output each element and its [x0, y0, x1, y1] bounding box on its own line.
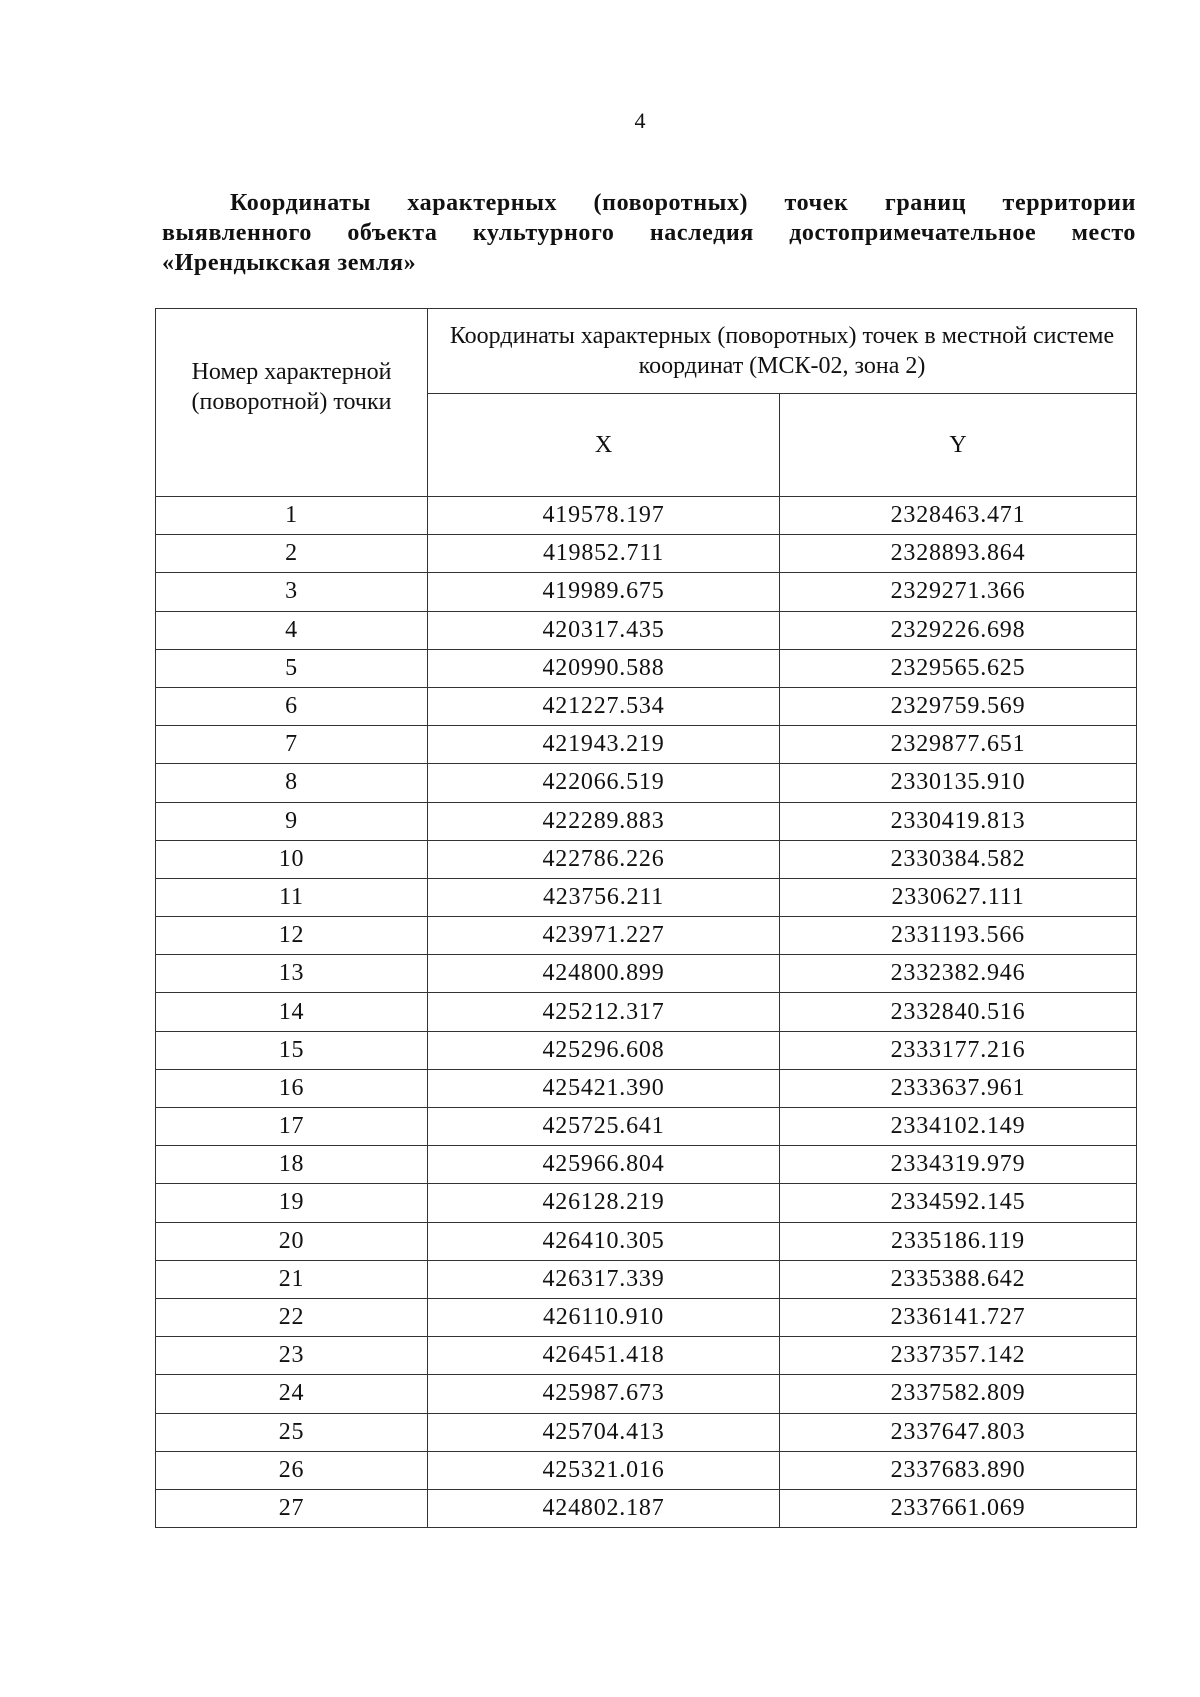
point-number-cell: 14 [156, 993, 428, 1031]
point-number-cell: 22 [156, 1298, 428, 1336]
y-coordinate-cell: 2332382.946 [780, 955, 1137, 993]
point-number-cell: 9 [156, 802, 428, 840]
point-number-cell: 21 [156, 1260, 428, 1298]
table-row [156, 955, 1137, 993]
x-coordinate-cell: 425321.016 [428, 1451, 780, 1489]
x-coordinate-cell: 422289.883 [428, 802, 780, 840]
y-coordinate-cell: 2329271.366 [780, 573, 1137, 611]
x-coordinate-cell: 425212.317 [428, 993, 780, 1031]
x-coordinate-cell: 422786.226 [428, 840, 780, 878]
point-number-cell: 2 [156, 535, 428, 573]
x-coordinate-cell: 424802.187 [428, 1489, 780, 1527]
x-coordinate-cell: 425725.641 [428, 1108, 780, 1146]
table-row [156, 497, 1137, 535]
point-number-cell: 23 [156, 1337, 428, 1375]
x-coordinate-cell: 419989.675 [428, 573, 780, 611]
table-row [156, 1489, 1137, 1527]
table-row [156, 649, 1137, 687]
x-coordinate-cell: 425987.673 [428, 1375, 780, 1413]
table-row [156, 878, 1137, 916]
table-row [156, 1108, 1137, 1146]
table-row [156, 917, 1137, 955]
x-coordinate-cell: 426451.418 [428, 1337, 780, 1375]
table-row [156, 1184, 1137, 1222]
table-row [156, 840, 1137, 878]
point-number-cell: 24 [156, 1375, 428, 1413]
x-coordinate-cell: 425421.390 [428, 1069, 780, 1107]
point-number-cell: 27 [156, 1489, 428, 1527]
table-row [156, 1146, 1137, 1184]
point-number-cell: 13 [156, 955, 428, 993]
table-row [156, 993, 1137, 1031]
x-coordinate-cell: 423971.227 [428, 917, 780, 955]
x-coordinate-cell: 419578.197 [428, 497, 780, 535]
x-coordinate-cell: 420990.588 [428, 649, 780, 687]
point-number-cell: 25 [156, 1413, 428, 1451]
x-coordinate-cell: 425296.608 [428, 1031, 780, 1069]
y-coordinate-cell: 2335186.119 [780, 1222, 1137, 1260]
header-point-number: Номер характерной (поворотной) точки [156, 309, 428, 497]
x-coordinate-cell: 419852.711 [428, 535, 780, 573]
point-number-cell: 10 [156, 840, 428, 878]
point-number-cell: 7 [156, 726, 428, 764]
point-number-cell: 11 [156, 878, 428, 916]
y-coordinate-cell: 2335388.642 [780, 1260, 1137, 1298]
y-coordinate-cell: 2336141.727 [780, 1298, 1137, 1336]
header-coordinates: Координаты характерных (поворотных) точек в местной системе координат (МСК-02, зона 2) [428, 309, 1137, 394]
x-coordinate-cell: 424800.899 [428, 955, 780, 993]
y-coordinate-cell: 2329565.625 [780, 649, 1137, 687]
table-row [156, 687, 1137, 725]
x-coordinate-cell: 420317.435 [428, 611, 780, 649]
point-number-cell: 12 [156, 917, 428, 955]
y-coordinate-cell: 2329226.698 [780, 611, 1137, 649]
table-row [156, 1298, 1137, 1336]
x-coordinate-cell: 425966.804 [428, 1146, 780, 1184]
y-coordinate-cell: 2330419.813 [780, 802, 1137, 840]
table-row [156, 1069, 1137, 1107]
table-row [156, 1337, 1137, 1375]
y-coordinate-cell: 2337357.142 [780, 1337, 1137, 1375]
y-coordinate-cell: 2332840.516 [780, 993, 1137, 1031]
point-number-cell: 4 [156, 611, 428, 649]
x-coordinate-cell: 422066.519 [428, 764, 780, 802]
table-row [156, 1031, 1137, 1069]
coordinates-table [155, 308, 1137, 1528]
point-number-cell: 17 [156, 1108, 428, 1146]
point-number-cell: 16 [156, 1069, 428, 1107]
table-row [156, 802, 1137, 840]
y-coordinate-cell: 2330627.111 [780, 878, 1137, 916]
y-coordinate-cell: 2337647.803 [780, 1413, 1137, 1451]
table-row [156, 1413, 1137, 1451]
point-number-cell: 3 [156, 573, 428, 611]
y-coordinate-cell: 2337661.069 [780, 1489, 1137, 1527]
table-row [156, 1451, 1137, 1489]
x-coordinate-cell: 426317.339 [428, 1260, 780, 1298]
point-number-cell: 1 [156, 497, 428, 535]
table-row [156, 1222, 1137, 1260]
y-coordinate-cell: 2328463.471 [780, 497, 1137, 535]
document-title: Координаты характерных (поворотных) точек границ территории выявленного объекта культурного наследия достопримечательное место «Ирендыкская земля» [162, 190, 1136, 276]
y-coordinate-cell: 2333177.216 [780, 1031, 1137, 1069]
header-y: Y [780, 394, 1137, 497]
table-row [156, 611, 1137, 649]
x-coordinate-cell: 421227.534 [428, 687, 780, 725]
point-number-cell: 18 [156, 1146, 428, 1184]
y-coordinate-cell: 2330384.582 [780, 840, 1137, 878]
table-row [156, 535, 1137, 573]
table-row [156, 573, 1137, 611]
point-number-cell: 26 [156, 1451, 428, 1489]
table-row [156, 1375, 1137, 1413]
y-coordinate-cell: 2337683.890 [780, 1451, 1137, 1489]
point-number-cell: 5 [156, 649, 428, 687]
table-row [156, 764, 1137, 802]
x-coordinate-cell: 421943.219 [428, 726, 780, 764]
x-coordinate-cell: 425704.413 [428, 1413, 780, 1451]
y-coordinate-cell: 2334592.145 [780, 1184, 1137, 1222]
y-coordinate-cell: 2334319.979 [780, 1146, 1137, 1184]
point-number-cell: 8 [156, 764, 428, 802]
point-number-cell: 20 [156, 1222, 428, 1260]
y-coordinate-cell: 2328893.864 [780, 535, 1137, 573]
point-number-cell: 19 [156, 1184, 428, 1222]
y-coordinate-cell: 2331193.566 [780, 917, 1137, 955]
y-coordinate-cell: 2330135.910 [780, 764, 1137, 802]
header-x: X [428, 394, 780, 497]
x-coordinate-cell: 423756.211 [428, 878, 780, 916]
point-number-cell: 15 [156, 1031, 428, 1069]
table-body [156, 497, 1137, 1528]
page-number: 4 [634, 108, 646, 133]
table-row [156, 1260, 1137, 1298]
point-number-cell: 6 [156, 687, 428, 725]
x-coordinate-cell: 426128.219 [428, 1184, 780, 1222]
y-coordinate-cell: 2329877.651 [780, 726, 1137, 764]
x-coordinate-cell: 426110.910 [428, 1298, 780, 1336]
y-coordinate-cell: 2337582.809 [780, 1375, 1137, 1413]
y-coordinate-cell: 2329759.569 [780, 687, 1137, 725]
y-coordinate-cell: 2334102.149 [780, 1108, 1137, 1146]
y-coordinate-cell: 2333637.961 [780, 1069, 1137, 1107]
x-coordinate-cell: 426410.305 [428, 1222, 780, 1260]
table-row [156, 726, 1137, 764]
